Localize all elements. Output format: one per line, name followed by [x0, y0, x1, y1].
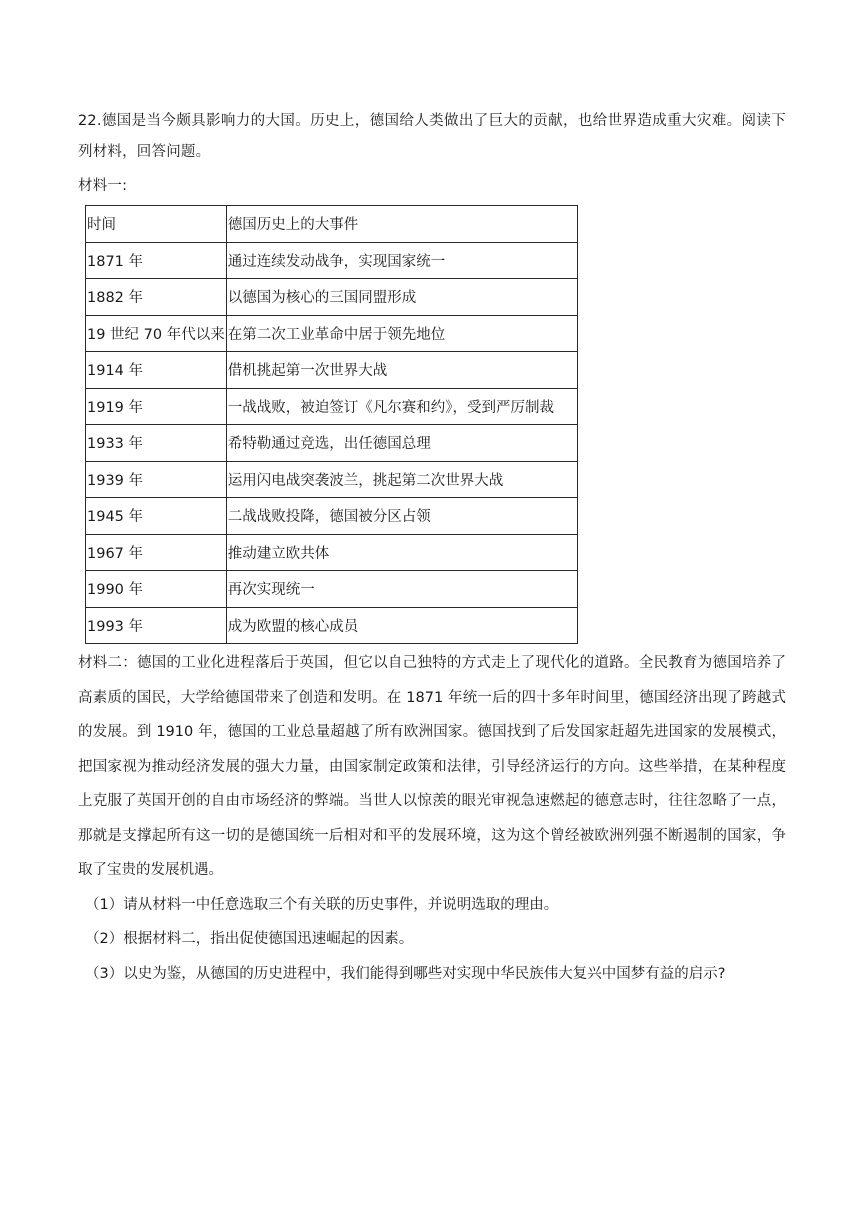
table-row [86, 607, 578, 644]
event-description-cell: 运用闪电战突袭波兰，挑起第二次世界大战 [226, 461, 577, 498]
event-time-cell: 1990 年 [86, 571, 227, 608]
table-row [86, 534, 578, 571]
event-description-cell: 通过连续发动战争，实现国家统一 [226, 242, 577, 279]
header-event: 德国历史上的大事件 [226, 206, 577, 243]
table-row [86, 571, 578, 608]
table-row [86, 315, 578, 352]
event-time-cell: 1919 年 [86, 388, 227, 425]
events-table-body [86, 206, 578, 644]
sub-question: （1）请从材料一中任意选取三个有关联的历史事件，并说明选取的理由。 [85, 896, 559, 913]
header-time: 时间 [86, 206, 227, 243]
table-row [86, 388, 578, 425]
sub-question: （3）以史为鉴，从德国的历史进程中，我们能得到哪些对实现中华民族伟大复兴中国梦有益的启示? [85, 965, 726, 982]
event-time-cell: 1993 年 [86, 607, 227, 644]
event-description-cell: 希特勒通过竞选，出任德国总理 [226, 425, 577, 462]
table-row [86, 498, 578, 535]
event-description-cell: 借机挑起第一次世界大战 [226, 352, 577, 389]
question-intro: 22.德国是当今颇具影响力的大国。历史上，德国给人类做出了巨大的贡献，也给世界造成重大灾难。阅读下列材料，回答问题。 [78, 113, 786, 160]
event-description-cell: 再次实现统一 [226, 571, 577, 608]
material1-label: 材料一: [78, 178, 128, 194]
event-description-cell: 在第二次工业革命中居于领先地位 [226, 315, 577, 352]
events-table [85, 205, 578, 644]
event-time-cell: 1871 年 [86, 242, 227, 279]
table-row [86, 242, 578, 279]
event-description-cell: 成为欧盟的核心成员 [226, 607, 577, 644]
sub-question-list [78, 888, 786, 992]
event-time-cell: 1914 年 [86, 352, 227, 389]
event-time-cell: 1939 年 [86, 461, 227, 498]
event-time-cell: 1933 年 [86, 425, 227, 462]
event-time-cell: 19 世纪 70 年代以来 [86, 315, 227, 352]
table-row [86, 461, 578, 498]
table-header-row [86, 206, 578, 243]
material2-passage: 材料二：德国的工业化进程落后于英国，但它以自己独特的方式走上了现代化的道路。全民教育为德国培养了高素质的国民，大学给德国带来了创造和发明。在 1871 年统一后的四十多年时间里，德国经济出现了跨越式的发展。到 1910 年，德国的工业总量超越了所有欧洲国家。德国找到了后发国家赶超先进国家的发展模式，把国家视为推动经济发展的强大力量，由国家制定政策和法律，引导经济运行的方向。这些举措，在某种程度上克服了英国开创的自由市场经济的弊端。当世人以惊羡的眼光审视急速燃起的德意志时，往往忽略了一点，那就是支撑起所有这一切的是德国统一后相对和平的发展环境，这为这个曾经被欧洲列强不断遏制的国家，争取了宝贵的发展机遇。 [78, 655, 786, 878]
event-description-cell: 以德国为核心的三国同盟形成 [226, 279, 577, 316]
event-time-cell: 1967 年 [86, 534, 227, 571]
event-description-cell: 一战战败，被迫签订《凡尔赛和约》，受到严厉制裁 [226, 388, 577, 425]
event-time-cell: 1882 年 [86, 279, 227, 316]
sub-question: （2）根据材料二，指出促使德国迅速崛起的因素。 [85, 931, 414, 947]
event-description-cell: 二战战败投降，德国被分区占领 [226, 498, 577, 535]
event-time-cell: 1945 年 [86, 498, 227, 535]
question-document [78, 106, 786, 991]
table-row [86, 279, 578, 316]
table-row [86, 425, 578, 462]
table-row [86, 352, 578, 389]
event-description-cell: 推动建立欧共体 [226, 534, 577, 571]
